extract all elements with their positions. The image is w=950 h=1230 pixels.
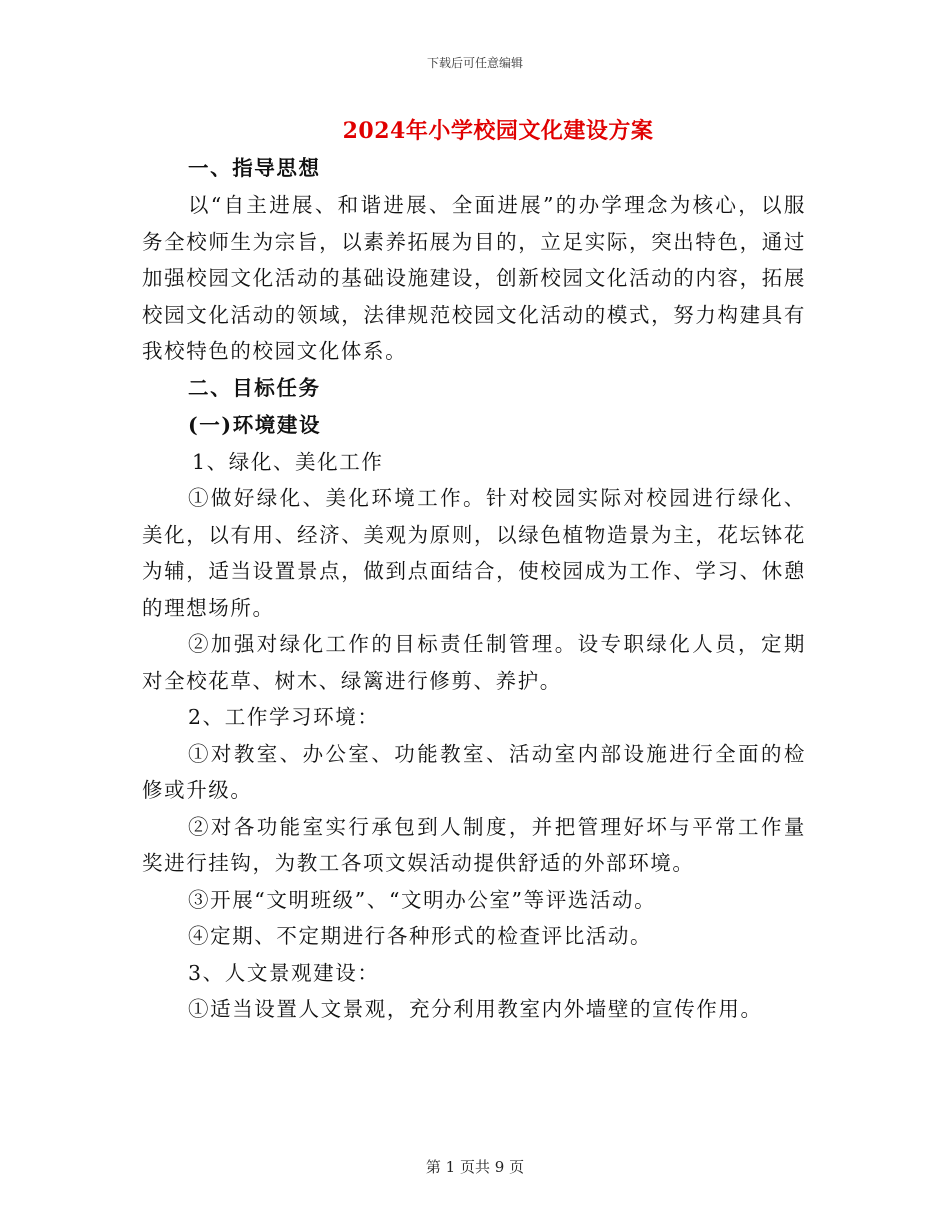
paragraph-cultural-landscape-1: ①适当设置人文景观，充分利用教室内外墙壁的宣传作用。 xyxy=(188,997,763,1021)
section-heading-guiding-ideology: 一、指导思想 xyxy=(188,156,321,180)
item-heading-work-environment: 2、工作学习环境： xyxy=(188,705,380,729)
item-heading-greening: 1、绿化、美化工作 xyxy=(192,449,384,474)
paragraph-greening-2: ②加强对绿化工作的目标责任制管理。设专职绿化人员，定期对全校花草、树木、绿篱进行修剪、养护。 xyxy=(142,632,806,693)
item-heading-cultural-landscape: 3、人文景观建设： xyxy=(188,960,380,985)
subsection-heading-environment: (一)环境建设 xyxy=(188,412,322,437)
page-number-footer: 第 1 页共 9 页 xyxy=(425,1158,525,1176)
section-heading-goals: 二、目标任务 xyxy=(188,375,321,400)
document-body xyxy=(142,150,806,1028)
paragraph-greening-1: ①做好绿化、美化环境工作。针对校园实际对校园进行绿化、美化，以有用、经济、美观为原则，以绿色植物造景为主，花坛钵花为辅，适当设置景点，做到点面结合，使校园成为工作、学习、休憩的理想场所。 xyxy=(142,486,806,620)
paragraph-work-environment-4: ④定期、不定期进行各种形式的检查评比活动。 xyxy=(188,924,653,948)
header-note: 下载后可任意编辑 xyxy=(426,56,523,70)
paragraph-guiding-ideology: 以“自主进展、和谐进展、全面进展”的办学理念为核心，以服务全校师生为宗旨，以素养拓展为目的，立足实际，突出特色，通过加强校园文化活动的基础设施建设，创新校园文化活动的内容，拓展校园文化活动的领域，法律规范校园文化活动的模式，努力构建具有我校特色的校园文化体系。 xyxy=(142,193,806,363)
document-title: 2024年小学校园文化建设方案 xyxy=(342,118,654,144)
paragraph-work-environment-1: ①对教室、办公室、功能教室、活动室内部设施进行全面的检修或升级。 xyxy=(142,741,806,802)
paragraph-work-environment-2: ②对各功能室实行承包到人制度，并把管理好坏与平常工作量奖进行挂钩，为教工各项文娱活动提供舒适的外部环境。 xyxy=(142,814,806,875)
paragraph-work-environment-3: ③开展“文明班级”、“文明办公室”等评选活动。 xyxy=(188,887,657,912)
